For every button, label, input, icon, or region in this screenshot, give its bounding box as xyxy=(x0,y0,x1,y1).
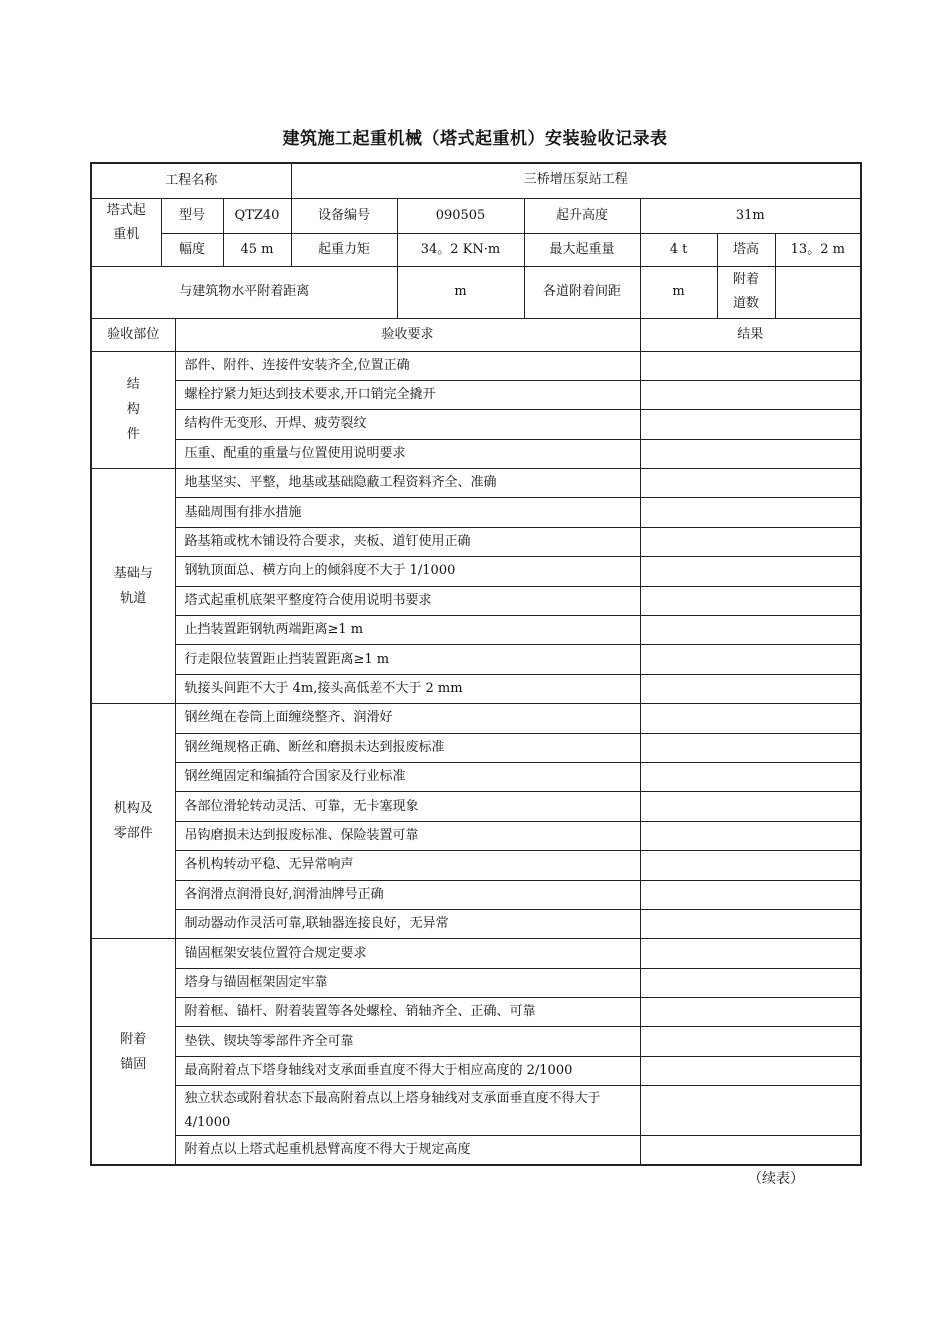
result-cell[interactable] xyxy=(640,380,861,409)
max-load-label: 最大起重量 xyxy=(524,233,640,266)
project-name-value: 三桥增压泵站工程 xyxy=(291,163,861,198)
result-cell[interactable] xyxy=(640,557,861,586)
result-cell[interactable] xyxy=(640,351,861,380)
requirement-text: 塔式起重机底架平整度符合使用说明书要求 xyxy=(175,586,640,615)
inspection-table xyxy=(90,162,862,1166)
requirement-text: 基础周围有排水措施 xyxy=(175,498,640,527)
requirement-text: 止挡装置距钢轨两端距离≥1 m xyxy=(175,616,640,645)
tower-height-label: 塔高 xyxy=(717,233,775,266)
attach-count-value xyxy=(775,266,861,318)
result-cell[interactable] xyxy=(640,968,861,997)
tower-height-value: 13。2 m xyxy=(775,233,861,266)
result-cell[interactable] xyxy=(640,1136,861,1165)
section-name: 结 构 件 xyxy=(91,351,175,469)
result-cell[interactable] xyxy=(640,880,861,909)
requirement-text: 塔身与锚固框架固定牢靠 xyxy=(175,968,640,997)
result-cell[interactable] xyxy=(640,439,861,468)
lift-height-label: 起升高度 xyxy=(524,198,640,233)
requirement-text: 最高附着点下塔身轴线对支承面垂直度不得大于相应高度的 2/1000 xyxy=(175,1056,640,1085)
result-cell[interactable] xyxy=(640,762,861,791)
column-header-requirement: 验收要求 xyxy=(175,318,640,351)
equip-no-value: 090505 xyxy=(397,198,524,233)
result-cell[interactable] xyxy=(640,909,861,938)
requirement-text: 螺栓拧紧力矩达到技术要求,开口销完全撬开 xyxy=(175,380,640,409)
section-name: 基础与 轨道 xyxy=(91,469,175,704)
attach-spacing-unit: m xyxy=(640,266,717,318)
result-cell[interactable] xyxy=(640,527,861,556)
crane-label: 塔式起 重机 xyxy=(91,198,161,266)
result-cell[interactable] xyxy=(640,1027,861,1056)
result-cell[interactable] xyxy=(640,851,861,880)
result-cell[interactable] xyxy=(640,645,861,674)
requirement-text: 垫铁、锲块等零部件齐全可靠 xyxy=(175,1027,640,1056)
moment-label: 起重力矩 xyxy=(291,233,397,266)
range-label: 幅度 xyxy=(161,233,223,266)
result-cell[interactable] xyxy=(640,821,861,850)
requirement-text: 部件、附件、连接件安装齐全,位置正确 xyxy=(175,351,640,380)
attach-distance-label: 与建筑物水平附着距离 xyxy=(91,266,397,318)
result-cell[interactable] xyxy=(640,1086,861,1136)
column-header-part: 验收部位 xyxy=(91,318,175,351)
result-cell[interactable] xyxy=(640,498,861,527)
requirement-text: 锚固框架安装位置符合规定要求 xyxy=(175,939,640,968)
requirement-text: 各润滑点润滑良好,润滑油牌号正确 xyxy=(175,880,640,909)
result-cell[interactable] xyxy=(640,792,861,821)
requirement-text: 行走限位装置距止挡装置距离≥1 m xyxy=(175,645,640,674)
requirement-text: 压重、配重的重量与位置使用说明要求 xyxy=(175,439,640,468)
model-value: QTZ40 xyxy=(223,198,291,233)
section-name: 附着 锚固 xyxy=(91,939,175,1165)
result-cell[interactable] xyxy=(640,704,861,733)
requirement-text: 轨接头间距不大于 4m,接头高低差不大于 2 mm xyxy=(175,674,640,703)
attach-count-label: 附着 道数 xyxy=(717,266,775,318)
requirement-text: 钢轨顶面总、横方向上的倾斜度不大于 1/1000 xyxy=(175,557,640,586)
column-header-result: 结果 xyxy=(640,318,861,351)
result-cell[interactable] xyxy=(640,674,861,703)
attach-distance-unit: m xyxy=(397,266,524,318)
moment-value: 34。2 KN·m xyxy=(397,233,524,266)
requirement-text: 结构件无变形、开焊、疲劳裂纹 xyxy=(175,410,640,439)
requirement-text: 附着点以上塔式起重机悬臂高度不得大于规定高度 xyxy=(175,1136,640,1165)
result-cell[interactable] xyxy=(640,1056,861,1085)
result-cell[interactable] xyxy=(640,586,861,615)
lift-height-value: 31m xyxy=(640,198,861,233)
requirement-text: 钢丝绳规格正确、断丝和磨损未达到报废标准 xyxy=(175,733,640,762)
project-name-label: 工程名称 xyxy=(91,163,291,198)
requirement-text: 各部位滑轮转动灵活、可靠，无卡塞现象 xyxy=(175,792,640,821)
requirement-text: 制动器动作灵活可靠,联轴器连接良好，无异常 xyxy=(175,909,640,938)
continued-note: （续表） xyxy=(748,1171,804,1187)
attach-spacing-label: 各道附着间距 xyxy=(524,266,640,318)
section-name: 机构及 零部件 xyxy=(91,704,175,939)
result-cell[interactable] xyxy=(640,939,861,968)
requirement-text: 各机构转动平稳、无异常响声 xyxy=(175,851,640,880)
requirement-text: 钢丝绳在卷筒上面缠绕整齐、润滑好 xyxy=(175,704,640,733)
model-label: 型号 xyxy=(161,198,223,233)
result-cell[interactable] xyxy=(640,733,861,762)
requirement-text: 钢丝绳固定和编插符合国家及行业标准 xyxy=(175,762,640,791)
requirement-text: 附着框、锚杆、附着装置等各处螺栓、销轴齐全、正确、可靠 xyxy=(175,998,640,1027)
page-title: 建筑施工起重机械（塔式起重机）安装验收记录表 xyxy=(282,129,668,149)
max-load-value: 4 t xyxy=(640,233,717,266)
result-cell[interactable] xyxy=(640,469,861,498)
result-cell[interactable] xyxy=(640,410,861,439)
result-cell[interactable] xyxy=(640,998,861,1027)
requirement-text: 路基箱或枕木铺设符合要求，夹板、道钉使用正确 xyxy=(175,527,640,556)
requirement-text: 吊钩磨损未达到报废标准、保险装置可靠 xyxy=(175,821,640,850)
equip-no-label: 设备编号 xyxy=(291,198,397,233)
result-cell[interactable] xyxy=(640,616,861,645)
requirement-text: 独立状态或附着状态下最高附着点以上塔身轴线对支承面垂直度不得大于 4/1000 xyxy=(175,1086,640,1136)
requirement-text: 地基坚实、平整，地基或基础隐蔽工程资料齐全、准确 xyxy=(175,469,640,498)
range-value: 45 m xyxy=(223,233,291,266)
